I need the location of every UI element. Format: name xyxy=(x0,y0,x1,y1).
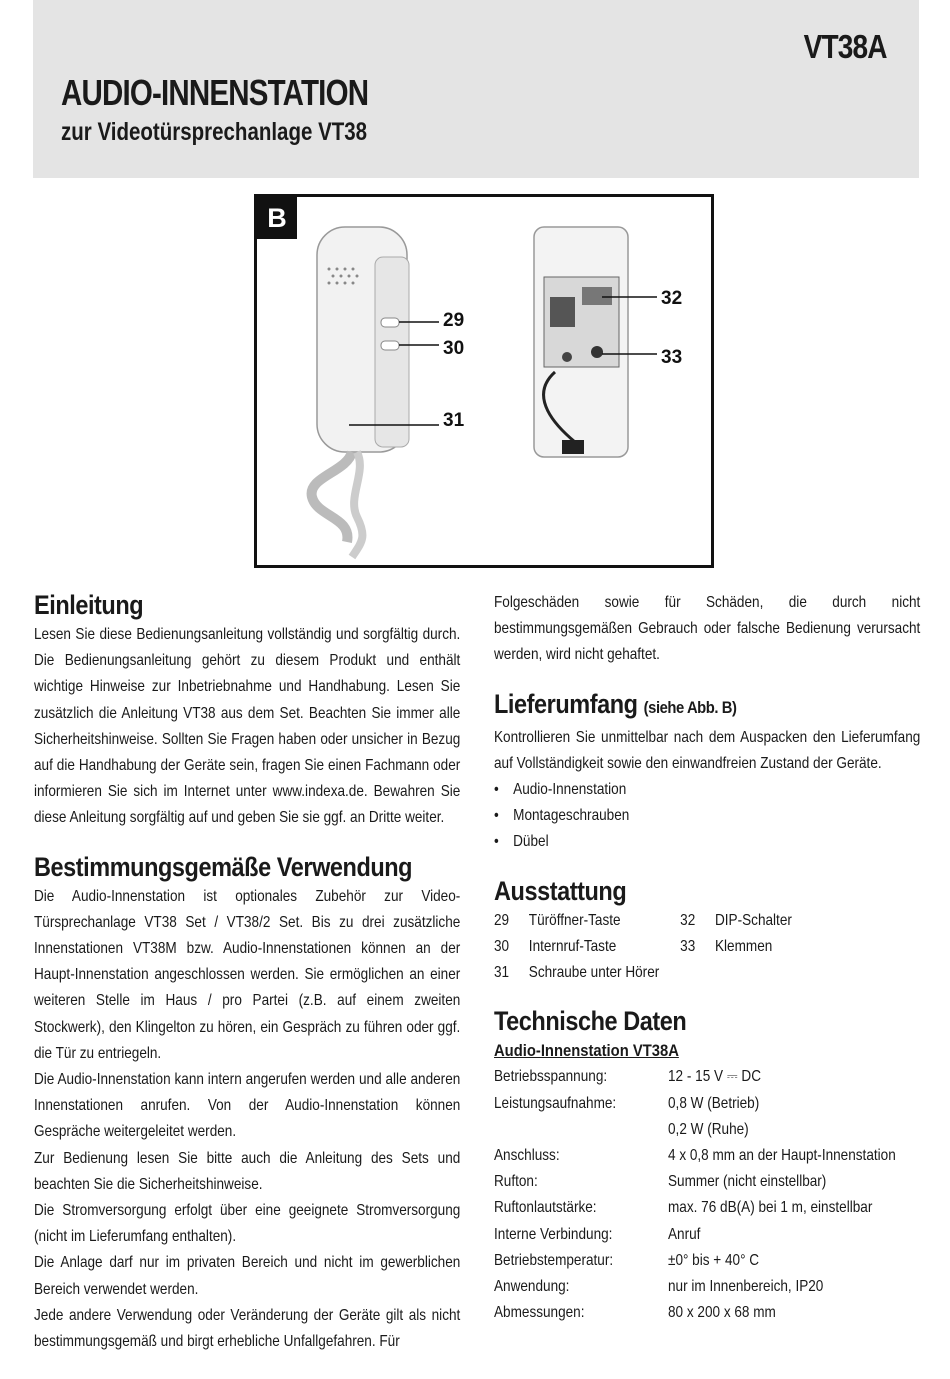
feature-label: Schraube unter Hörer xyxy=(528,964,660,982)
lieferumfang-note: (siehe Abb. B) xyxy=(643,697,737,717)
spec-value: Anruf xyxy=(668,1225,701,1243)
spec-key: Anschluss: xyxy=(494,1147,560,1165)
feature-number: 31 xyxy=(494,964,510,982)
spec-key: Betriebstemperatur: xyxy=(494,1251,614,1269)
verwendung-paragraph: Jede andere Verwendung oder Veränderung der Geräte gilt als nicht bestimmungsgemäß und birgt erhebliche Unfallgefahren. Für xyxy=(34,1306,461,1351)
spec-key xyxy=(494,1117,668,1143)
spec-key: Ruftonlautstärke: xyxy=(494,1199,597,1217)
spec-key: Leistungsaufnahme: xyxy=(494,1094,617,1112)
spec-key: Abmessungen: xyxy=(494,1304,585,1322)
spec-value: max. 76 dB(A) bei 1 m, einstellbar xyxy=(668,1199,873,1217)
einleitung-text: Lesen Sie diese Bedienungsanleitung vollständig und sorgfältig durch. Die Bedienungsanleitung gehört zu diesem Produkt und enthält wichtige Hinweise zur Inbetriebnahme und Handhabung. Lesen Sie zusätzlich die Anleitung VT38 aus dem Set. Beachten Sie immer alle Sicherheitshinweise. Sollten Sie Fragen haben oder unsicher in Bezug auf die Handhabung der Geräte sein, fragen Sie einen Fachmann oder informieren Sie sich im Internet unter www.indexa.de. Bewahren Sie diese Anleitung sorgfältig auf und geben Sie sie ggf. an Dritte weiter. xyxy=(34,626,461,827)
spec-value: 0,8 W (Betrieb) xyxy=(668,1094,760,1112)
list-item: • Audio-Innenstation xyxy=(494,777,920,803)
spec-key: Interne Verbindung: xyxy=(494,1225,613,1243)
feature-number: 32 xyxy=(680,911,696,929)
feature-label: Internruf-Taste xyxy=(528,937,617,955)
verwendung-paragraph: Die Audio-Innenstation kann intern angerufen werden und alle anderen Innenstationen anrufen. Von der Audio-Innenstation können Gespräche weitergeleitet werden. xyxy=(34,1071,461,1141)
spec-value: ±0° bis + 40° C xyxy=(668,1251,760,1269)
ausstattung-list xyxy=(494,908,920,987)
spec-value: 4 x 0,8 mm an der Haupt-Innenstation xyxy=(668,1147,896,1165)
verwendung-paragraph: Die Audio-Innenstation ist optionales Zubehör zur Video-Türsprechanlage VT38 Set / VT38/2 Set. Bis zu drei zusätzliche Innenstationen VT38M bzw. Audio-Innenstationen können an der Haupt-Innenstation angeschlossen werden. Sie ermöglichen an einer weiteren Stelle im Haus / pro Partei (z.B. auf einem zweiten Stockwerk), den Klingelton zu hören, ein Gespräch zu führen oder ggf. die Tür zu entriegeln. xyxy=(34,887,461,1062)
header-band xyxy=(33,0,919,178)
lieferumfang-text: Kontrollieren Sie unmittelbar nach dem Auspacken den Lieferumfang auf Vollständigkeit sowie den einwandfreien Zustand der Geräte. xyxy=(494,728,921,772)
callout-29: 29 xyxy=(443,310,465,331)
page-subtitle: zur Videotürsprechanlage VT38 xyxy=(61,118,368,146)
callout-30: 30 xyxy=(443,338,465,359)
right-column xyxy=(494,590,920,1326)
callout-33: 33 xyxy=(661,347,683,368)
verwendung-paragraph: Die Stromversorgung erfolgt über eine geeignete Stromversorgung (nicht im Lieferumfang enthalten). xyxy=(34,1202,461,1246)
technische-daten-subheading: Audio-Innenstation VT38A xyxy=(494,1041,679,1061)
feature-label: Türöffner-Taste xyxy=(528,911,621,929)
callout-31: 31 xyxy=(443,410,465,431)
einleitung-heading: Einleitung xyxy=(34,590,144,620)
ausstattung-heading: Ausstattung xyxy=(494,875,627,906)
figure-label: B xyxy=(257,197,297,239)
device-illustration xyxy=(257,197,711,565)
lieferumfang-heading: Lieferumfang (siehe Abb. B) xyxy=(494,688,737,719)
spec-key: Anwendung: xyxy=(494,1278,570,1296)
spec-key: Betriebsspannung: xyxy=(494,1068,608,1086)
spec-value: 80 x 200 x 68 mm xyxy=(668,1304,776,1322)
feature-number: 30 xyxy=(494,937,510,955)
list-item: • Dübel xyxy=(494,829,920,855)
feature-number: 33 xyxy=(680,937,696,955)
spec-value: 12 - 15 V ⎓ DC xyxy=(668,1068,762,1086)
model-number: VT38A xyxy=(803,28,887,65)
lieferumfang-list xyxy=(494,777,920,856)
spec-key: Rufton: xyxy=(494,1173,538,1191)
page-title: AUDIO-INNENSTATION xyxy=(61,72,369,113)
callout-32: 32 xyxy=(661,288,683,309)
spec-table xyxy=(494,1064,920,1326)
list-item: • Montageschrauben xyxy=(494,803,920,829)
feature-label: Klemmen xyxy=(714,937,773,955)
figure-b xyxy=(254,194,714,568)
spec-value: 0,2 W (Ruhe) xyxy=(668,1120,749,1138)
spec-value: Summer (nicht einstellbar) xyxy=(668,1173,827,1191)
feature-number: 29 xyxy=(494,911,510,929)
verwendung-continued: Folgeschäden sowie für Schäden, die durch nicht bestimmungsgemäßen Gebrauch oder falsche Bedienung verursacht werden, wird nicht gehaftet. xyxy=(494,594,921,664)
technische-daten-heading: Technische Daten xyxy=(494,1006,687,1037)
spec-value: nur im Innenbereich, IP20 xyxy=(668,1278,824,1296)
verwendung-paragraph: Zur Bedienung lesen Sie bitte auch die Anleitung des Sets und beachten Sie die Sicherheitshinweise. xyxy=(34,1149,461,1193)
verwendung-paragraph: Die Anlage darf nur im privaten Bereich und nicht im gewerblichen Bereich verwendet werden. xyxy=(34,1254,461,1298)
feature-label: DIP-Schalter xyxy=(714,911,792,929)
left-column xyxy=(34,588,460,1355)
verwendung-heading: Bestimmungsgemäße Verwendung xyxy=(34,851,413,882)
